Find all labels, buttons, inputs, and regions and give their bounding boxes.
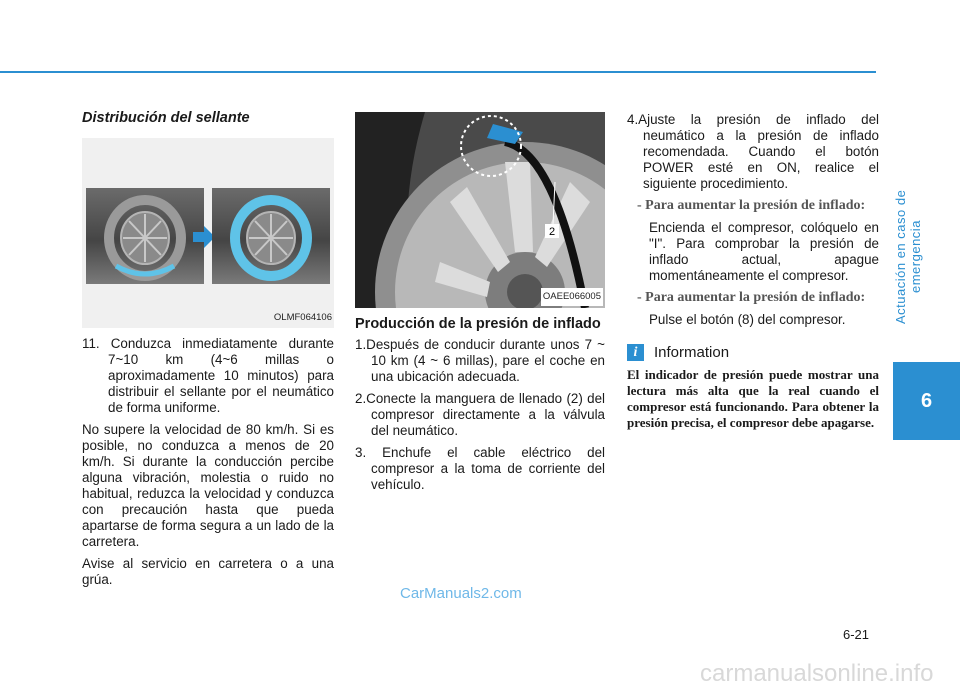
figure-label: OLMF064106 xyxy=(273,312,332,323)
information-title: Information xyxy=(654,343,730,361)
info-icon: i xyxy=(627,344,644,361)
service-note: Avise al servicio en carretera o a una grúa. xyxy=(82,556,334,587)
sub-step-1-body: Encienda el compresor, colóquelo en "I". Para comprobar la presión de inflado actual, apague momentáneamente el compresor. xyxy=(649,220,879,283)
header-rule xyxy=(0,71,876,73)
sub-step-2-body: Pulse el botón (8) del compresor. xyxy=(649,312,846,327)
watermark: CarManuals2.com xyxy=(400,585,522,602)
chapter-tab: 6 xyxy=(893,362,960,440)
pressure-heading: Producción de la presión de inflado xyxy=(355,316,601,332)
sub-step-1-title: - Para aumentar la presión de inflado: xyxy=(637,198,866,213)
figure-label: OAEE066005 xyxy=(541,288,603,306)
sealant-heading: Distribución del sellante xyxy=(82,110,250,126)
sub-step-2-title: - Para aumentar la presión de inflado: xyxy=(637,290,866,305)
step-11: 11. Conduzca inmediatamente durante 7~10 km (4~6 millas o aproximadamente 10 minutos) para distribuir el sellante por el neumático de forma uniforme. xyxy=(82,336,334,415)
tire-after-image xyxy=(212,188,330,284)
page-number: 6-21 xyxy=(843,627,870,642)
speed-warning: No supere la velocidad de 80 km/h. Si es posible, no conduzca a menos de 20 km/h. Si durante la conducción percibe alguna vibración, molestia o ruido no habitual, reduzca la velocidad y conduzca con precaución hasta que pueda apartarse de forma segura a un lado de la carretera. xyxy=(82,422,334,549)
callout-2: 2 xyxy=(548,226,556,238)
section-side-title: Actuación en caso de emergencia xyxy=(893,189,923,325)
information-body: El indicador de presión puede mostrar una lectura más alta que la real cuando el compresor está funcionando. Para obtener la presión precisa, el compresor debe apagarse. xyxy=(627,367,879,430)
sealant-figure xyxy=(82,138,334,328)
step-2: 2.Conecte la manguera de llenado (2) del compresor directamente a la válvula del neumático. xyxy=(355,391,605,438)
column-1 xyxy=(82,110,334,594)
tire-before-image xyxy=(86,188,204,284)
column-2 xyxy=(355,112,605,499)
step-1: 1.Después de conducir durante unos 7 ~ 10 km (4 ~ 6 millas), pare el coche en una ubicación adecuada. xyxy=(355,337,605,384)
information-header xyxy=(627,344,879,361)
column-3 xyxy=(627,112,879,431)
step-4: 4.Ajuste la presión de inflado del neumático a la presión de inflado recomendada. Cuando el botón POWER esté en ON, realice el siguiente procedimiento. xyxy=(627,112,879,191)
valve-figure xyxy=(355,112,605,308)
site-watermark: carmanualsonline.info xyxy=(700,660,934,687)
step-3: 3. Enchufe el cable eléctrico del compresor a la toma de corriente del vehículo. xyxy=(355,445,605,492)
